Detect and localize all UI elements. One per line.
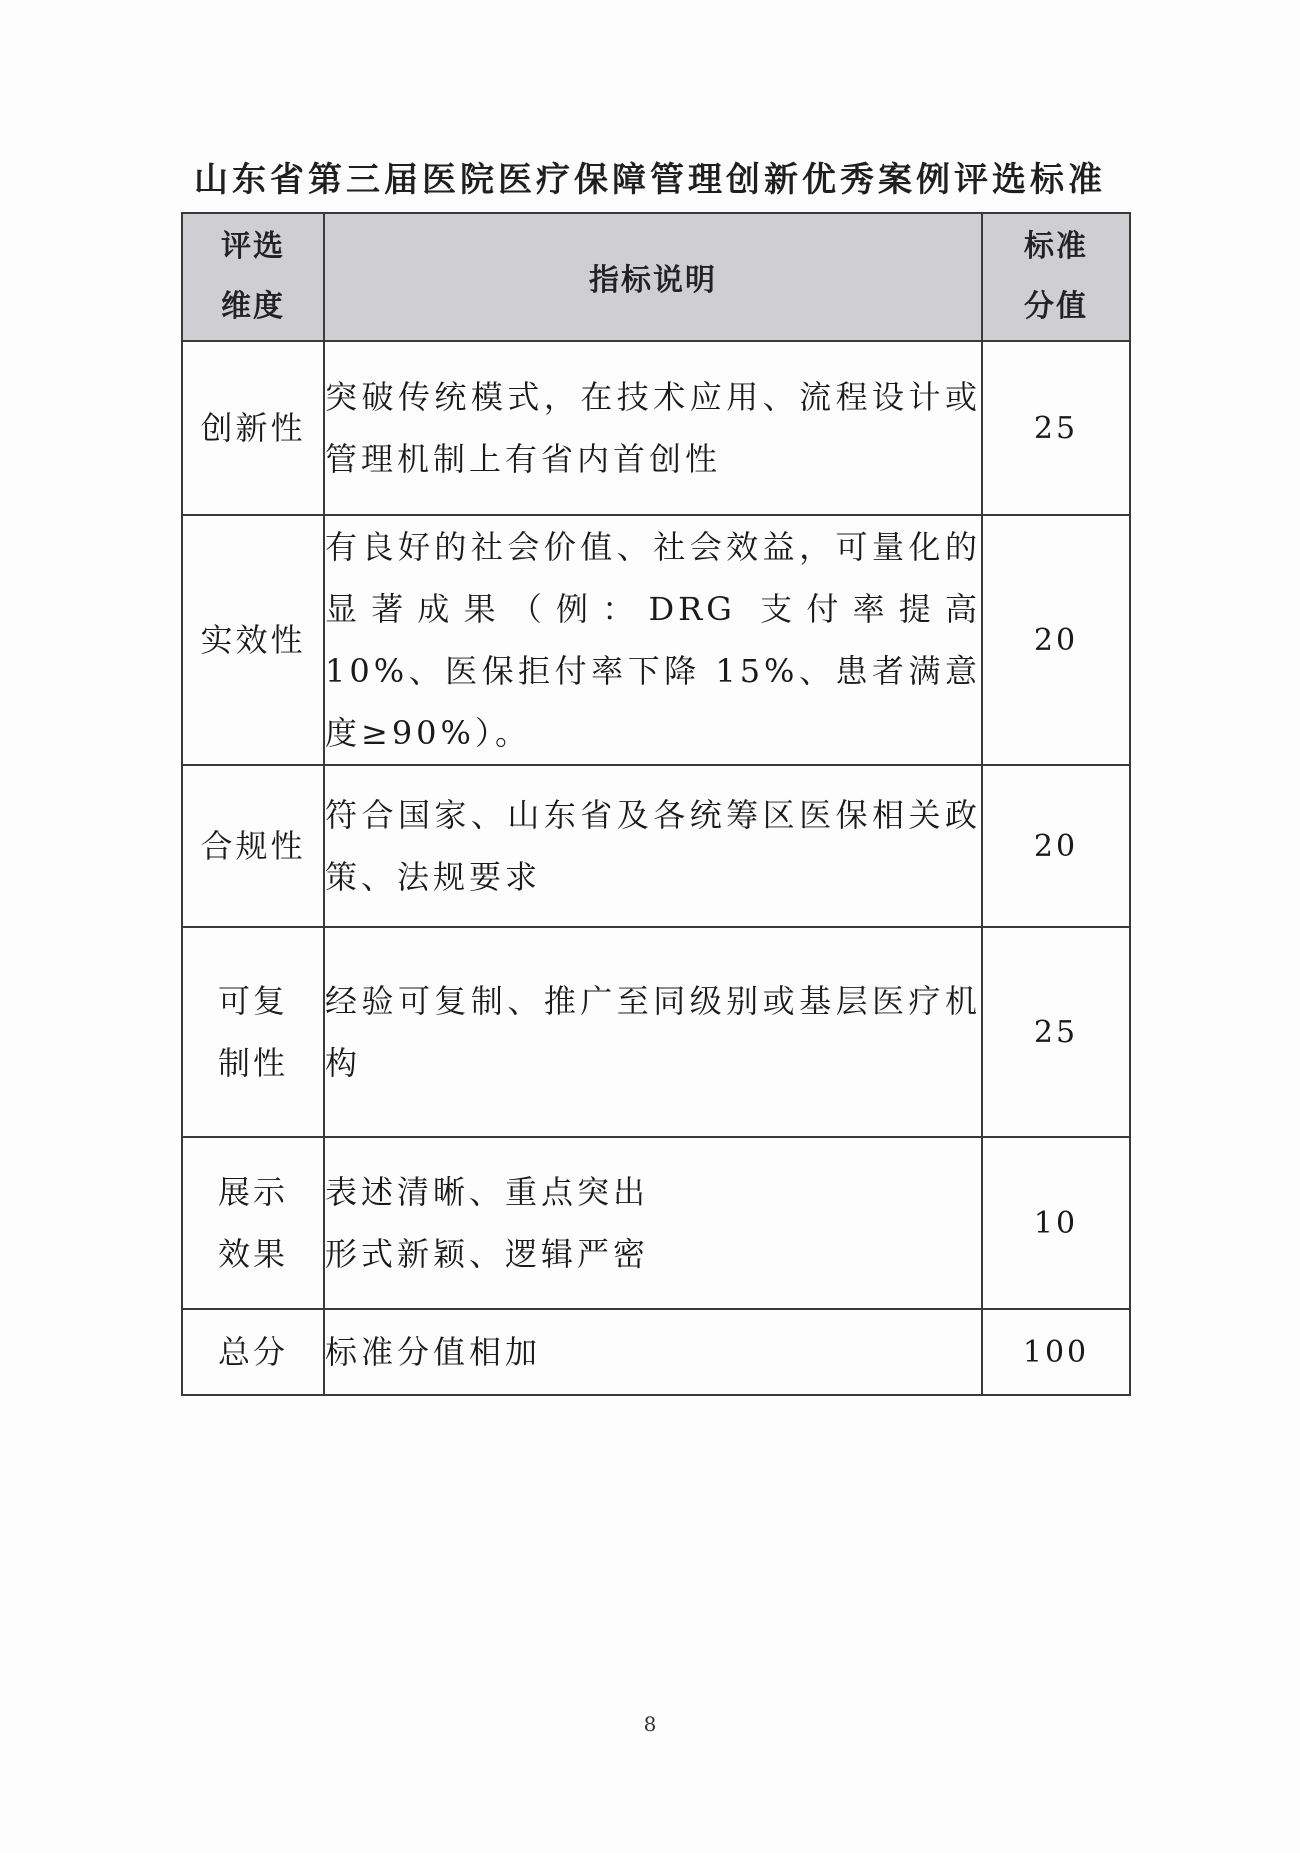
table-row bbox=[182, 1137, 1130, 1309]
table-header-row bbox=[182, 213, 1130, 341]
table-row bbox=[182, 765, 1130, 927]
row-score: 20 bbox=[982, 515, 1130, 765]
document-title: 山东省第三届医院医疗保障管理创新优秀案例评选标准 bbox=[194, 160, 1106, 200]
criteria-table bbox=[181, 212, 1131, 1396]
row-score: 25 bbox=[982, 927, 1130, 1137]
row-dimension: 总分 bbox=[182, 1309, 324, 1395]
row-score: 100 bbox=[982, 1309, 1130, 1395]
row-dimension: 实效性 bbox=[182, 515, 324, 765]
row-dimension: 创新性 bbox=[182, 341, 324, 515]
row-score: 20 bbox=[982, 765, 1130, 927]
header-description: 指标说明 bbox=[324, 213, 982, 341]
row-description bbox=[324, 1137, 982, 1309]
table-row bbox=[182, 927, 1130, 1137]
table-row bbox=[182, 341, 1130, 515]
table-row bbox=[182, 515, 1130, 765]
table-row bbox=[182, 1309, 1130, 1395]
row-description: 经验可复制、推广至同级别或基层医疗机构 bbox=[324, 927, 982, 1137]
header-dimension: 评选维度 bbox=[182, 213, 324, 341]
row-score: 10 bbox=[982, 1137, 1130, 1309]
description-line: 表述清晰、重点突出 bbox=[325, 1173, 650, 1211]
row-dimension: 可复制性 bbox=[182, 927, 324, 1137]
row-description: 有良好的社会价值、社会效益，可量化的显著成果（例：DRG 支付率提高 10%、医保拒付率下降 15%、患者满意度≥90%）。 bbox=[324, 515, 982, 765]
page-number: 8 bbox=[643, 1712, 657, 1736]
row-description: 标准分值相加 bbox=[324, 1309, 982, 1395]
row-description: 符合国家、山东省及各统筹区医保相关政策、法规要求 bbox=[324, 765, 982, 927]
row-dimension: 合规性 bbox=[182, 765, 324, 927]
header-score: 标准分值 bbox=[982, 213, 1130, 341]
description-line: 形式新颖、逻辑严密 bbox=[325, 1235, 650, 1273]
row-score: 25 bbox=[982, 341, 1130, 515]
row-description: 突破传统模式，在技术应用、流程设计或管理机制上有省内首创性 bbox=[324, 341, 982, 515]
row-dimension: 展示效果 bbox=[182, 1137, 324, 1309]
